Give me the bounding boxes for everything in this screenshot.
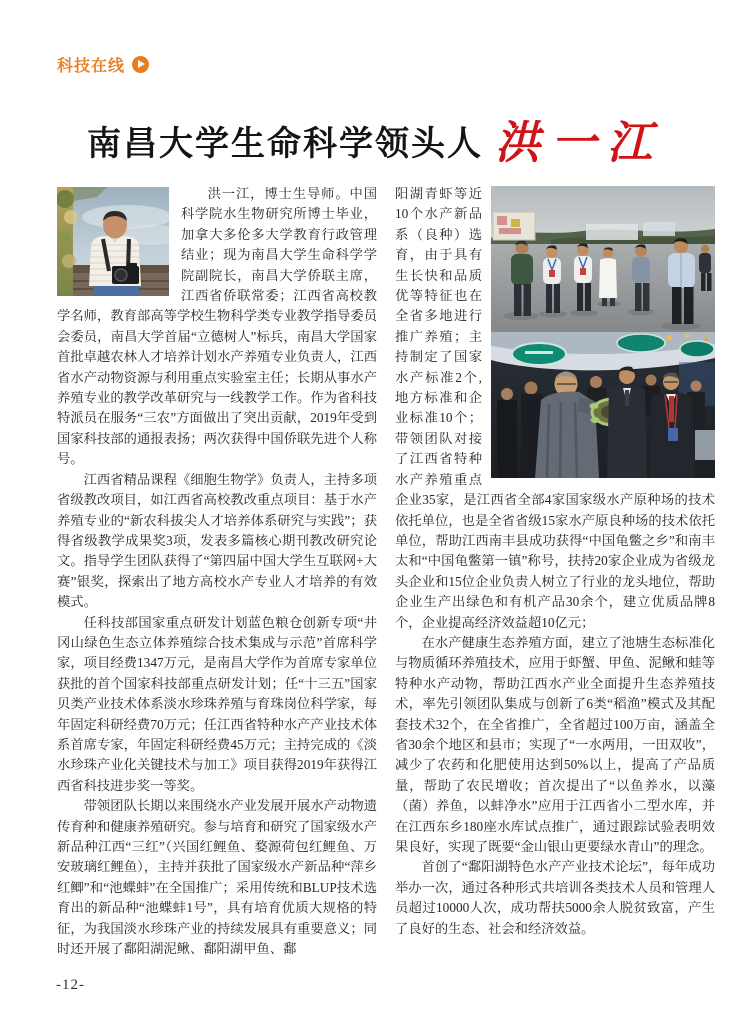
section-label: 科技在线	[57, 58, 126, 75]
page-number: -12-	[56, 977, 85, 993]
paragraph-text: 阳湖青虾等近10个水产新品系（良种）选育，由于具有生长快和品质优等特征也在全省多地进行推广养殖；主持制定了国家水产标准2个,地方标准和企业标准10个；带领团队对接了江西省特种水产养殖重点企业35家，是江西省全部4家国家级水产原种场的技术依托单位，也是全省省级15家水产原良种场的技术依托单位，帮助江西南丰县成功获得“中国龟鳖之乡”和南丰太和“中国龟鳖第一镇”称号，扶持20家企业成为省级龙头企业和15位企业负责人树立了行业的龙头地位，帮助企业生产出绿色和有机产品30余个，建立优质品牌8个，企业提高经济效益超10亿元；	[395, 186, 715, 630]
article-title-name: 洪一江	[494, 116, 663, 169]
left-column	[57, 184, 377, 959]
article-body	[57, 184, 715, 959]
paragraph	[395, 857, 715, 939]
paragraph-text: 江西省精品课程《细胞生物学》负责人，主持多项省级教改项目，如江西省高校教改重点项目：基于水产养殖专业的“新农科拔尖人才培养体系研究与实践”；获得省级教学成果奖3项，发表多篇核心期刊教改研究论文。指导学生团队获得了“第四届中国大学生互联网+大赛”银奖，探索出了地方高校水产专业人才培养的有效模式。	[57, 471, 377, 610]
exhibition-turtle-photo	[491, 332, 715, 478]
paragraph	[57, 613, 377, 797]
paragraph	[395, 633, 715, 857]
paragraph-text: 洪一江，博士生导师。中国科学院水生物研究所博士毕业，加拿大多伦多大学教育行政管理结业；现为南昌大学生命科学学院副院长，南昌大学侨联主席，江西省侨联常委；江西省高校教学名师，教育部高等学校生物科学类专业教学指导委员会委员，南昌大学首届“立德树人”标兵，南昌大学国家首批卓越农林人才培养计划水产养殖专业负责人，江西省水产动物资源与利用重点实验室主任；长期从事水产养殖专业的教学改革研究与一线教学工作。作为省科技特派员在服务“三农”方面做出了突出贡献，2019年受到国家科技部的通报表扬；两次获得中国侨联先进个人称号。	[57, 186, 377, 467]
article-title-text: 南昌大学生命科学领头人	[86, 125, 483, 163]
paragraph-text: 任科技部国家重点研发计划蓝色粮仓创新专项“井冈山绿色生态立体养殖综合技术集成与示范”首席科学家，项目经费1347万元，是南昌大学作为首席专家单位获批的首个国家科技部重点研发计划；任“十三五”国家贝类产业技术体系淡水珍珠养殖与育珠岗位科学家，每年固定科研经费70万元；任江西省特种水产产业技术体系首席专家，年固定科研经费45万元；主持完成的《淡水珍珠产业化关键技术与加工》项目获得2019年获得江西省科技进步奖一等奖。	[57, 614, 377, 793]
section-header	[57, 53, 149, 76]
paragraph-text: 带领团队长期以来围绕水产业发展开展水产动物遗传育种和健康养殖研究。参与培育和研究了国家级水产新品种江西“三红”（兴国红鲤鱼、婺源荷包红鲤鱼、万安玻璃红鲤鱼），主持并获批了国家级水产新品种“萍乡红鲫”和“池蝶蚌”在全国推广；采用传统和BLUP技术选育出的新品种“池蝶蚌1号”，具有培育优质大规格的特征，为我国淡水珍珠产业的持续发展具有重要意义；同时还开展了鄱阳湖泥鳅、鄱阳湖甲鱼、鄱	[57, 798, 377, 957]
photo-stack	[491, 186, 715, 478]
paragraph	[57, 470, 377, 613]
paragraph	[57, 184, 377, 470]
right-column	[395, 184, 715, 959]
outdoor-group-photo	[491, 186, 715, 332]
paragraph-text: 在水产健康生态养殖方面，建立了池塘生态标准化与物质循环养殖技术，应用于虾蟹、甲鱼、泥鳅和蛙等特种水产动物，帮助江西水产业全面提升生态养殖技术，率先引领团队集成与创新了6类“稻渔”模式及其配套技术32个，在全省推广，全省超过100万亩，涵盖全省30余个地区和县市；实现了“一水两用，一田双收”，减少了农药和化肥使用达到50%以上，提高了产品质量，帮助了农民增收；首次提出了“以鱼养水，以藻（菌）养鱼，以蚌净水”应用于江西省小二型水库，并在江西东乡180座水库试点推广，通过跟踪试验表明效果良好，实现了既要“金山银山更要绿水青山”的理念。	[395, 634, 715, 854]
portrait-photo	[57, 187, 169, 296]
paragraph	[395, 184, 715, 633]
play-icon	[132, 56, 149, 73]
paragraph	[57, 796, 377, 959]
article-title	[0, 106, 750, 171]
paragraph-text: 首创了“鄱阳湖特色水产产业技术论坛”，每年成功举办一次，通过各种形式共培训各类技术人员和管理人员超过10000人次，成功帮扶5000余人脱贫致富，产生了良好的生态、社会和经济效益。	[395, 859, 715, 936]
